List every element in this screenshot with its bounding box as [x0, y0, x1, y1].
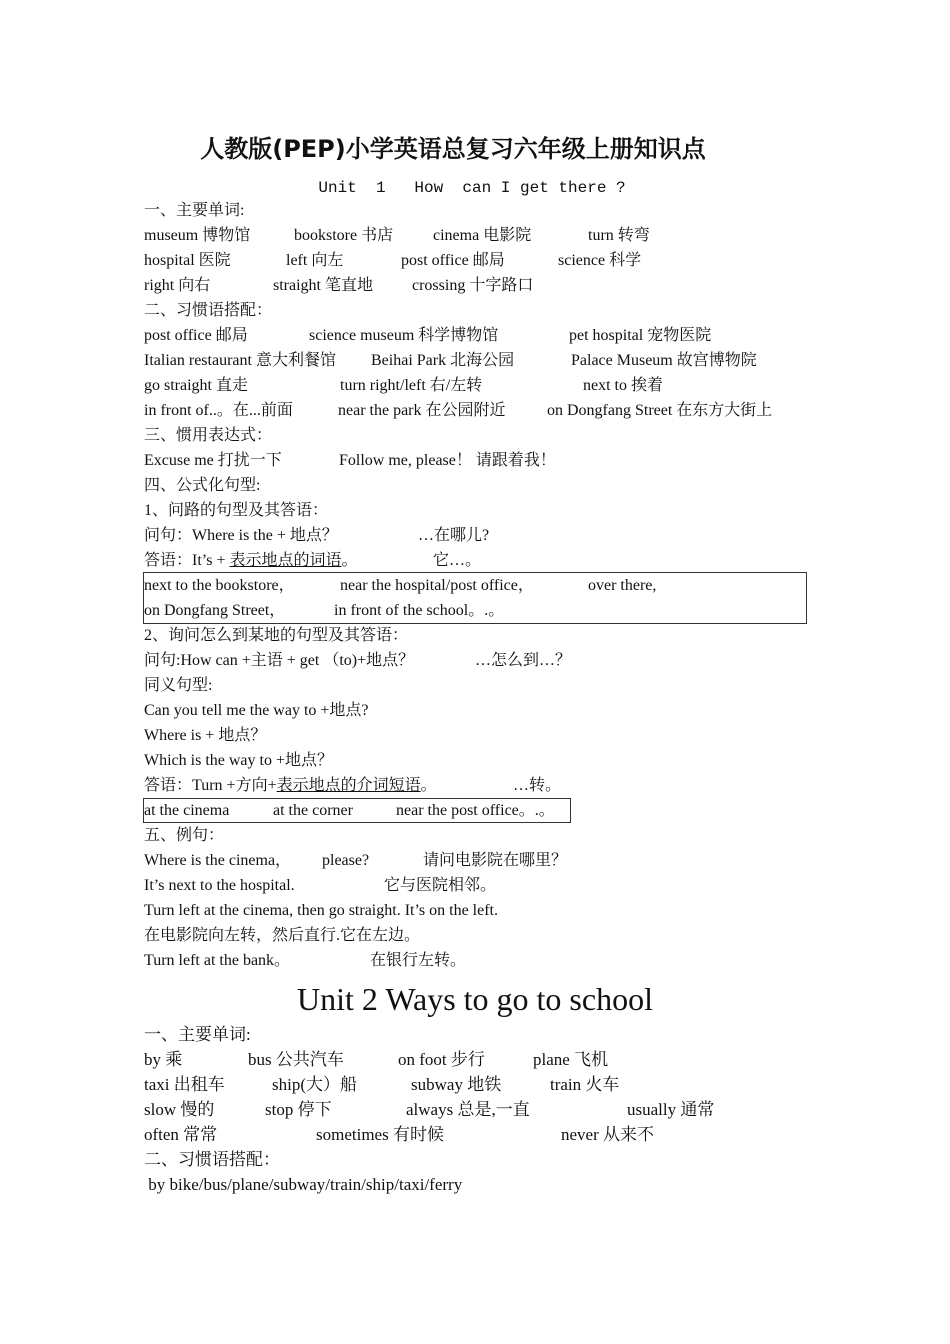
subsection-header: 同义句型: — [144, 677, 213, 694]
vocab-item: science 科学 — [558, 252, 642, 269]
phrase-item: next to 挨着 — [583, 377, 663, 394]
box-item: on Dongfang Street， — [144, 602, 286, 619]
answer-translation: …转。 — [513, 777, 562, 794]
answer-underlined: 表示地点的介词短语 — [276, 777, 421, 794]
unit1-heading: Unit 1 How can I get there ? — [318, 179, 626, 197]
vocab-item: straight 笔直地 — [273, 277, 373, 294]
phrase-item: near the park 在公园附近 — [338, 402, 506, 419]
vocab-item: museum 博物馆 — [144, 227, 251, 244]
vocab-item: taxi 出租车 — [144, 1075, 225, 1094]
vocab-item: ship(大）船 — [272, 1075, 357, 1094]
synonym-line: Where is + 地点？ — [144, 727, 267, 744]
vocab-item: always 总是,一直 — [406, 1100, 530, 1119]
vocab-item: bookstore 书店 — [294, 227, 394, 244]
phrase-item: Beihai Park 北海公园 — [371, 352, 515, 369]
question-translation: …怎么到…？ — [475, 652, 572, 669]
vocab-item: by 乘 — [144, 1050, 183, 1069]
phrase-item: turn right/left 右/左转 — [340, 377, 483, 394]
vocab-item: post office 邮局 — [401, 252, 505, 269]
example-text: Turn left at the bank。 — [144, 952, 291, 969]
box-item: near the hospital/post office， — [340, 577, 534, 594]
answer-suffix: 。 — [420, 777, 437, 794]
phrase-item: on Dongfang Street 在东方大街上 — [547, 402, 773, 419]
expression-item: Excuse me 打扰一下 — [144, 452, 282, 469]
box-item: over there, — [588, 577, 657, 594]
answer-prefix: 答语：Turn +方向+ — [144, 777, 277, 794]
phrase-item: pet hospital 宠物医院 — [569, 327, 712, 344]
vocab-item: usually 通常 — [627, 1100, 715, 1119]
example-translation: 在银行左转。 — [370, 952, 467, 969]
section-header: 五、例句： — [144, 827, 225, 844]
answer-suffix: 。 — [341, 552, 358, 569]
phrase-item: Palace Museum 故宫博物院 — [571, 352, 757, 369]
subsection-header: 1、问路的句型及其答语： — [144, 502, 329, 519]
question-text: 问句:How can +主语 + get （to)+地点？ — [144, 652, 415, 669]
question-translation: …在哪儿? — [418, 527, 490, 544]
example-line: 在电影院向左转，然后直行.它在左边。 — [144, 927, 421, 944]
vocab-item: train 火车 — [550, 1075, 620, 1094]
unit2-heading: Unit 2 Ways to go to school — [297, 981, 653, 1017]
phrase-item: post office 邮局 — [144, 327, 248, 344]
document-title: 人教版(PEP)小学英语总复习六年级上册知识点 — [200, 135, 706, 163]
vocab-item: right 向右 — [144, 277, 211, 294]
question-text: 问句：Where is the + 地点？ — [144, 527, 338, 544]
synonym-line: Can you tell me the way to +地点? — [144, 702, 369, 719]
example-translation: 它与医院相邻。 — [384, 877, 497, 894]
example-text: It’s next to the hospital. — [144, 877, 295, 894]
box-item: near the post office。.。 — [396, 802, 555, 819]
box-item: in front of the school。.。 — [334, 602, 505, 619]
answer-underlined: 表示地点的词语 — [229, 552, 342, 569]
vocab-item: turn 转弯 — [588, 227, 650, 244]
section-header: 二、习惯语搭配： — [144, 302, 273, 319]
vocab-item: subway 地铁 — [411, 1075, 502, 1094]
vocab-item: plane 飞机 — [533, 1050, 609, 1069]
phrase-item: Italian restaurant 意大利餐馆 — [144, 352, 336, 369]
vocab-item: never 从来不 — [561, 1125, 655, 1144]
section-header: 一、主要单词: — [144, 202, 245, 219]
box-item: at the cinema — [144, 802, 230, 819]
vocab-item: crossing 十字路口 — [412, 277, 534, 294]
section-header: 一、主要单词: — [144, 1025, 251, 1044]
example-text: Where is the cinema， — [144, 852, 292, 869]
vocab-item: on foot 步行 — [398, 1050, 485, 1069]
example-translation: 请问电影院在哪里？ — [423, 852, 568, 869]
vocab-item: left 向左 — [286, 252, 344, 269]
phrase-item: in front of..。在...前面 — [144, 402, 293, 419]
vocab-item: bus 公共汽车 — [248, 1050, 344, 1069]
phrase-item: go straight 直走 — [144, 377, 248, 394]
vocab-item: sometimes 有时候 — [316, 1125, 444, 1144]
phrase-line: by bike/bus/plane/subway/train/ship/taxi/ferry — [144, 1175, 463, 1194]
box-item: next to the bookstore， — [144, 577, 295, 594]
box-item: at the corner — [273, 802, 353, 819]
expression-item: Follow me, please！ 请跟着我！ — [339, 452, 556, 469]
vocab-item: cinema 电影院 — [433, 227, 532, 244]
answer-translation: 它…。 — [433, 552, 482, 569]
section-header: 三、惯用表达式： — [144, 427, 273, 444]
synonym-line: Which is the way to +地点？ — [144, 752, 333, 769]
subsection-header: 2、询问怎么到某地的句型及其答语： — [144, 627, 409, 644]
vocab-item: slow 慢的 — [144, 1100, 215, 1119]
example-text: please? — [322, 852, 370, 869]
vocab-item: stop 停下 — [265, 1100, 332, 1119]
phrase-item: science museum 科学博物馆 — [309, 327, 499, 344]
example-line: Turn left at the cinema, then go straight. It’s on the left. — [144, 902, 498, 919]
answer-prefix: 答语：It’s + — [144, 552, 230, 569]
section-header: 二、习惯语搭配： — [144, 1150, 280, 1169]
vocab-item: hospital 医院 — [144, 252, 231, 269]
vocab-item: often 常常 — [144, 1125, 218, 1144]
section-header: 四、公式化句型: — [144, 477, 261, 494]
